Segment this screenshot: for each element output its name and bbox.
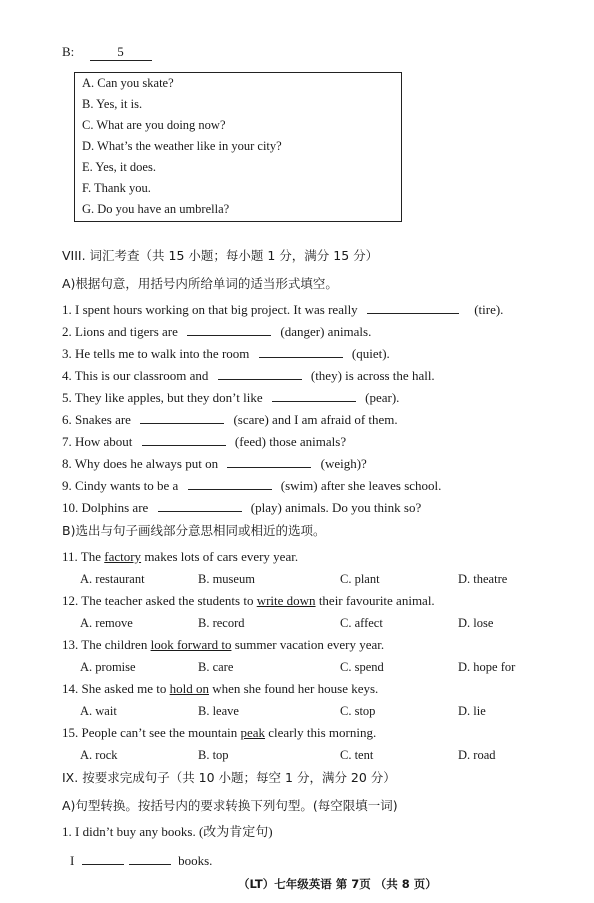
blank-9[interactable] (188, 477, 272, 490)
blank-4[interactable] (218, 367, 302, 380)
underlined-word: peak (240, 725, 266, 740)
item-1: 1. I spent hours working on that big project. It was really (tire). (62, 302, 504, 317)
mc-12-choice-a[interactable]: A. remove (80, 616, 133, 630)
item-9: 9. Cindy wants to be a (swim) after she leaves school. (62, 478, 442, 493)
section9-question-1: 1. I didn’t buy any books. (改为肯定句) (62, 824, 273, 839)
underlined-word: factory (104, 549, 142, 564)
option-g: G. Do you have an umbrella? (82, 202, 230, 216)
mc-question-13: 13. The children look forward to summer vacation every year. (62, 637, 385, 652)
underlined-phrase: look forward to (150, 637, 232, 652)
mc-11-choice-c[interactable]: C. plant (340, 572, 380, 586)
mc-15-choice-b[interactable]: B. top (198, 748, 229, 762)
option-b: B. Yes, it is. (82, 97, 143, 111)
blank-10[interactable] (158, 499, 242, 512)
mc-15-choice-c[interactable]: C. tent (340, 748, 374, 762)
blank-1[interactable] (367, 301, 459, 314)
mc-15-choice-d[interactable]: D. road (458, 748, 496, 762)
blank-6[interactable] (140, 411, 224, 424)
option-f: F. Thank you. (82, 181, 151, 195)
mc-question-15: 15. People can’t see the mountain peak clearly this morning. (62, 725, 377, 740)
mc-14-choice-a[interactable]: A. wait (80, 704, 117, 718)
mc-question-14: 14. She asked me to hold on when she found her house keys. (62, 681, 379, 696)
mc-question-12: 12. The teacher asked the students to write down their favourite animal. (62, 593, 435, 608)
section8-part-a: A)根据句意，用括号内所给单词的适当形式填空。 (62, 276, 338, 291)
section9-title: IX. 按要求完成句子（共 10 小题；每空 1 分，满分 20 分） (62, 770, 396, 785)
blank-5[interactable] (272, 389, 356, 402)
mc-11-choice-a[interactable]: A. restaurant (80, 572, 145, 586)
answer-blank[interactable]: 5 (90, 44, 152, 61)
mc-11-choice-b[interactable]: B. museum (198, 572, 255, 586)
item-2: 2. Lions and tigers are (danger) animals. (62, 324, 372, 339)
item-5: 5. They like apples, but they don’t like (pear). (62, 390, 400, 405)
mc-12-choice-b[interactable]: B. record (198, 616, 245, 630)
underlined-phrase: hold on (169, 681, 209, 696)
item-3: 3. He tells me to walk into the room (quiet). (62, 346, 390, 361)
item-4: 4. This is our classroom and (they) is across the hall. (62, 368, 435, 383)
mc-13-choice-b[interactable]: B. care (198, 660, 234, 674)
blank-7[interactable] (142, 433, 226, 446)
item-8: 8. Why does he always put on (weigh)? (62, 456, 367, 471)
blank-8[interactable] (227, 455, 311, 468)
mc-11-choice-d[interactable]: D. theatre (458, 572, 508, 586)
section9-part-a: A)句型转换。按括号内的要求转换下列句型。(每空限填一词) (62, 798, 398, 813)
mc-12-choice-d[interactable]: D. lose (458, 616, 494, 630)
mc-12-choice-c[interactable]: C. affect (340, 616, 383, 630)
mc-13-choice-d[interactable]: D. hope for (458, 660, 516, 674)
section9-answer-line-1: I books. (70, 853, 213, 868)
blank-3[interactable] (259, 345, 343, 358)
blank-ix-1b[interactable] (129, 852, 171, 865)
option-a: A. Can you skate? (82, 76, 174, 90)
option-d: D. What’s the weather like in your city? (82, 139, 282, 153)
page-footer: （LT）七年级英语 第 7页 （共 8 页） (238, 877, 437, 891)
item-6: 6. Snakes are (scare) and I am afraid of them. (62, 412, 398, 427)
section8-part-b: B)选出与句子画线部分意思相同或相近的选项。 (62, 523, 326, 538)
answer-label: B: (62, 44, 75, 59)
mc-14-choice-c[interactable]: C. stop (340, 704, 376, 718)
mc-14-choice-b[interactable]: B. leave (198, 704, 239, 718)
item-7: 7. How about (feed) those animals? (62, 434, 347, 449)
mc-15-choice-a[interactable]: A. rock (80, 748, 118, 762)
mc-question-11: 11. The factory makes lots of cars every year. (62, 549, 299, 564)
mc-14-choice-d[interactable]: D. lie (458, 704, 486, 718)
item-10: 10. Dolphins are (play) animals. Do you think so? (62, 500, 422, 515)
section8-title: VIII. 词汇考查（共 15 小题；每小题 1 分，满分 15 分） (62, 248, 379, 263)
option-c: C. What are you doing now? (82, 118, 226, 132)
underlined-phrase: write down (256, 593, 316, 608)
mc-13-choice-c[interactable]: C. spend (340, 660, 384, 674)
answer-line-b (62, 44, 152, 61)
blank-ix-1a[interactable] (82, 852, 124, 865)
option-e: E. Yes, it does. (82, 160, 156, 174)
blank-2[interactable] (187, 323, 271, 336)
mc-13-choice-a[interactable]: A. promise (80, 660, 136, 674)
